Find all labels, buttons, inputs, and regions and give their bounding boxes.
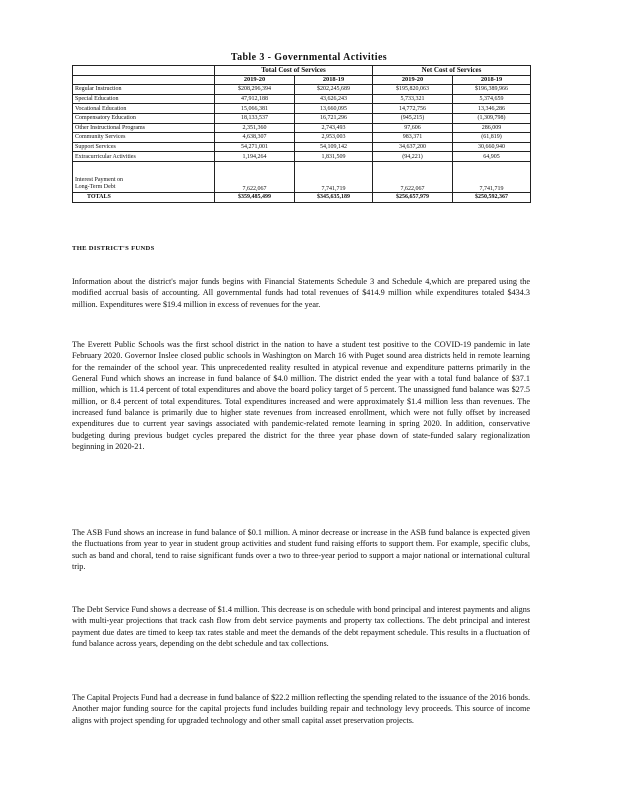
total-value: $250,592,367 [453,192,531,202]
row-label: Compensatory Education [73,113,215,123]
total-label: TOTALS [73,192,215,202]
cell-value: 47,912,188 [215,94,295,104]
paragraph-general-fund: The Everett Public Schools was the first school district in the nation to have a student test positive to the COVID-19 pandemic in late February 2020. Governor Inslee closed public schools in Washington on March 16 with Puget sound area districts held in remote learning for the remainder of the school year. This unprecedented reality resulted in atypical revenue and expenditure patterns primarily in the General Fund which shows an increase in fund balance of $4.0 million. The district ended the year with a total fund balance of $37.1 million, which is 11.4 percent of total expenditures and above the board policy target of 5 percent. The unassigned fund balance was $27.5 million, or 8.4 percent of total expenditures. Total expenditures increased and were approximately $1.4 million less than revenues. The increased fund balance is primarily due to higher state revenues from increased enrollment, which were not fully offset by increased expenditures due to current year savings associated with pandemic-related remote learning in spring 2020. In addition, conservative budgeting during previous budget cycles prepared the district for the three year phase down of state-funded salary regionalization beginning in 2020-21. [72,340,530,451]
row-label: Extracurricular Activities [73,152,215,162]
cell-value: 7,741,719 [453,161,531,192]
table-group-header-row [73,66,531,76]
cell-value: 286,009 [453,123,531,133]
year-header: 2018-19 [453,75,531,85]
table-row [73,104,531,114]
group-header-total-cost: Total Cost of Services [215,66,373,76]
table-row [73,123,531,133]
row-label: Special Education [73,94,215,104]
cell-value: 2,351,360 [215,123,295,133]
cell-value: (945,215) [373,113,453,123]
paragraph-debt-service-fund: The Debt Service Fund shows a decrease of $1.4 million. This decrease is on schedule with bond principal and interest payments and aligns with multi-year projections that track cash flow from debt service payments and property tax collections. The debt principal and interest payment due dates are timed to keep tax rates stable and meet the demands of the debt repayment schedule. This results in a fluctuation of fund balance across years, depending on the debt schedule and tax collections. [72,605,530,649]
cell-value: 2,953,003 [295,133,373,143]
cell-value: 13,346,286 [453,104,531,114]
table-row [73,152,531,162]
table-corner-cell [73,66,215,76]
table-row [73,113,531,123]
cell-value: 64,905 [453,152,531,162]
year-header: 2019-20 [373,75,453,85]
cell-value: 1,831,509 [295,152,373,162]
cell-value: 7,622,067 [373,161,453,192]
cell-value: 54,271,001 [215,142,295,152]
row-label: Other Instructional Programs [73,123,215,133]
total-value: $345,635,189 [295,192,373,202]
cell-value: (61,819) [453,133,531,143]
cell-value: (1,309,798) [453,113,531,123]
cell-value: 14,772,756 [373,104,453,114]
table-title: Table 3 - Governmental Activities [230,52,388,63]
paragraph-asb-fund: The ASB Fund shows an increase in fund balance of $0.1 million. A minor decrease or increase in the ASB fund balance is expected given the fluctuations from year to year in student group activities and student fund raising efforts to support them. For example, specific clubs, such as band and choral, tend to raise significant funds over a two to three-year period to support a major national or international cultural trip. [72,528,530,572]
table-row [73,94,531,104]
cell-value: 983,371 [373,133,453,143]
year-header: 2018-19 [295,75,373,85]
paragraph-major-funds: Information about the district's major funds begins with Financial Statements Schedule 3 and Schedule 4,which are prepared using the modified accrual basis of accounting. All governmental funds had total revenues of $414.9 million while expenditures totaled $434.3 million. Expenditures were $19.4 million in excess of revenues for the year. [72,277,530,309]
table-total-row [73,192,531,202]
table-row [73,85,531,95]
year-header: 2019-20 [215,75,295,85]
cell-value: 15,066,381 [215,104,295,114]
cell-value: 1,194,264 [215,152,295,162]
row-label-line: Interest Payment on [75,176,123,183]
cell-value: 97,606 [373,123,453,133]
table-row [73,133,531,143]
table-row [73,142,531,152]
section-heading: THE DISTRICT'S FUNDS [72,245,155,252]
cell-value: 7,741,719 [295,161,373,192]
row-label [73,161,215,192]
row-label: Regular Instruction [73,85,215,95]
cell-value: (94,221) [373,152,453,162]
total-value: $359,485,499 [215,192,295,202]
cell-value: 5,733,321 [373,94,453,104]
cell-value: 43,626,243 [295,94,373,104]
cell-value: 7,622,067 [215,161,295,192]
table-corner-cell [73,75,215,85]
cell-value: $195,820,063 [373,85,453,95]
governmental-activities-table [72,65,531,203]
cell-value: $196,389,966 [453,85,531,95]
table-row [73,161,531,192]
cell-value: 16,721,296 [295,113,373,123]
cell-value: 4,638,307 [215,133,295,143]
paragraph-capital-projects-fund: The Capital Projects Fund had a decrease in fund balance of $22.2 million reflecting the spending related to the issuance of the 2016 bonds. Another major funding source for the capital projects fund includes building repair and technology levy proceeds. This source of income aligns with project spending for upgraded technology and other small capital asset preservation projects. [72,693,530,725]
row-label-line: Long-Term Debt [75,184,116,191]
row-label: Support Services [73,142,215,152]
cell-value: 5,374,659 [453,94,531,104]
table-year-header-row [73,75,531,85]
cell-value: 13,660,095 [295,104,373,114]
cell-value: 30,660,940 [453,142,531,152]
cell-value: 34,637,200 [373,142,453,152]
total-value: $256,657,979 [373,192,453,202]
cell-value: $202,245,689 [295,85,373,95]
cell-value: 18,133,537 [215,113,295,123]
cell-value: $208,296,394 [215,85,295,95]
group-header-net-cost: Net Cost of Services [373,66,531,76]
cell-value: 2,743,493 [295,123,373,133]
row-label: Vocational Education [73,104,215,114]
cell-value: 54,109,142 [295,142,373,152]
row-label: Community Services [73,133,215,143]
